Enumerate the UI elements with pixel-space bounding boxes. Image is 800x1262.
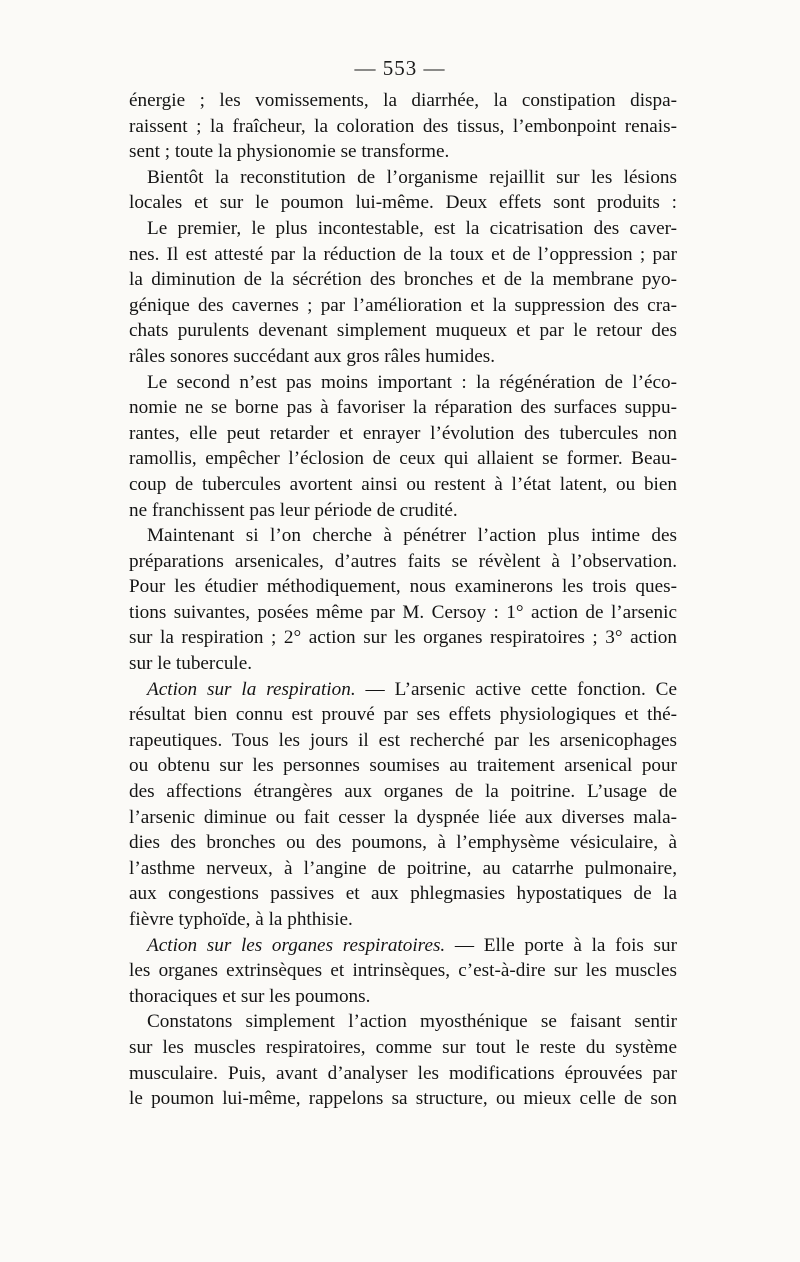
text-line: thoraciques et sur les poumons. xyxy=(129,985,371,1007)
text-line: nomie ne se borne pas à favoriser la réparation des surfaces suppu- xyxy=(129,397,677,419)
text-line: tions suivantes, posées même par M. Cersoy : 1° action de l’arsenic xyxy=(129,601,677,623)
text-line: le poumon lui-même, rappelons sa structure, ou mieux celle de son xyxy=(129,1088,677,1110)
text-line: râles sonores succédant aux gros râles humides. xyxy=(129,345,496,367)
text-line: coup de tubercules avortent ainsi ou restent à l’état latent, ou bien xyxy=(129,473,677,495)
paragraph-5 xyxy=(129,523,677,677)
body-text xyxy=(129,88,677,1112)
paragraph-7 xyxy=(129,933,677,1010)
text-fragment: — Elle porte à la fois sur xyxy=(445,934,678,956)
paragraph-3 xyxy=(129,216,677,370)
text-line: locales et sur le poumon lui-même. Deux effets sont produits : xyxy=(129,192,677,214)
text-line: préparations arsenicales, d’autres faits se révèlent à l’observation. xyxy=(129,550,677,572)
text-line: Constatons simplement l’action myosthénique se faisant sentir xyxy=(147,1011,677,1033)
section-heading: Action sur les organes respiratoires. xyxy=(147,934,446,956)
text-line: Le second n’est pas moins important : la régénération de l’éco- xyxy=(147,371,677,393)
text-line: aux congestions passives et aux phlegmasies hypostatiques de la xyxy=(129,883,677,905)
text-line: rantes, elle peut retarder et enrayer l’évolution des tubercules non xyxy=(129,422,677,444)
text-line: raissent ; la fraîcheur, la coloration des tissus, l’embonpoint renais- xyxy=(129,115,677,137)
text-line: chats purulents devenant simplement muqueux et par le retour des xyxy=(129,320,677,342)
paragraph-4 xyxy=(129,370,677,524)
paragraph-8 xyxy=(129,1009,677,1111)
text-line: rapeutiques. Tous les jours il est recherché par les arsenicophages xyxy=(129,729,677,751)
text-line: Bientôt la reconstitution de l’organisme rejaillit sur les lésions xyxy=(147,166,677,188)
text-line: sent ; toute la physionomie se transforme. xyxy=(129,141,450,163)
text-line: Pour les étudier méthodiquement, nous examinerons les trois ques- xyxy=(129,576,677,598)
paragraph-6 xyxy=(129,677,677,933)
text-line: les organes extrinsèques et intrinsèques, c’est-à-dire sur les muscles xyxy=(129,960,677,982)
text-line: sur la respiration ; 2° action sur les organes respiratoires ; 3° action xyxy=(129,627,677,649)
text-line: sur le tubercule. xyxy=(129,653,253,675)
text-line: ou obtenu sur les personnes soumises au traitement arsenical pour xyxy=(129,755,677,777)
paragraph-2 xyxy=(129,165,677,216)
text-line: l’asthme nerveux, à l’angine de poitrine, au catarrhe pulmonaire, xyxy=(129,857,677,879)
text-line xyxy=(129,933,677,959)
paragraph-1 xyxy=(129,88,677,165)
text-line: la diminution de la sécrétion des bronches et de la membrane pyo- xyxy=(129,269,677,291)
text-line: énergie ; les vomissements, la diarrhée, la constipation dispa- xyxy=(129,90,677,111)
text-line: Maintenant si l’on cherche à pénétrer l’action plus intime des xyxy=(147,525,677,547)
text-line: fièvre typhoïde, à la phthisie. xyxy=(129,909,353,930)
text-line xyxy=(129,677,677,703)
text-line: ne franchissent pas leur période de crudité. xyxy=(129,499,458,521)
text-line: résultat bien connu est prouvé par ses effets physiologiques et thé- xyxy=(129,704,677,726)
text-line: Le premier, le plus incontestable, est la cicatrisation des caver- xyxy=(147,217,677,239)
text-line: sur les muscles respiratoires, comme sur tout le reste du système xyxy=(129,1036,677,1058)
text-line: ramollis, empêcher l’éclosion de ceux qui allaient se former. Beau- xyxy=(129,448,677,470)
text-line: génique des cavernes ; par l’amélioration et la suppression des cra- xyxy=(129,294,677,316)
text-line: l’arsenic diminue ou fait cesser la dyspnée liée aux diverses mala- xyxy=(129,806,677,828)
text-line: dies des bronches ou des poumons, à l’emphysème vésiculaire, à xyxy=(129,832,677,854)
section-heading: Action sur la respiration. xyxy=(147,678,356,700)
page-number: — 553 — xyxy=(354,56,446,80)
text-line: nes. Il est attesté par la réduction de la toux et de l’oppression ; par xyxy=(129,243,677,265)
text-line: musculaire. Puis, avant d’analyser les modifications éprouvées par xyxy=(129,1062,677,1084)
text-fragment: — L’arsenic active cette fonction. Ce xyxy=(355,678,677,700)
text-line: des affections étrangères aux organes de la poitrine. L’usage de xyxy=(129,781,677,803)
